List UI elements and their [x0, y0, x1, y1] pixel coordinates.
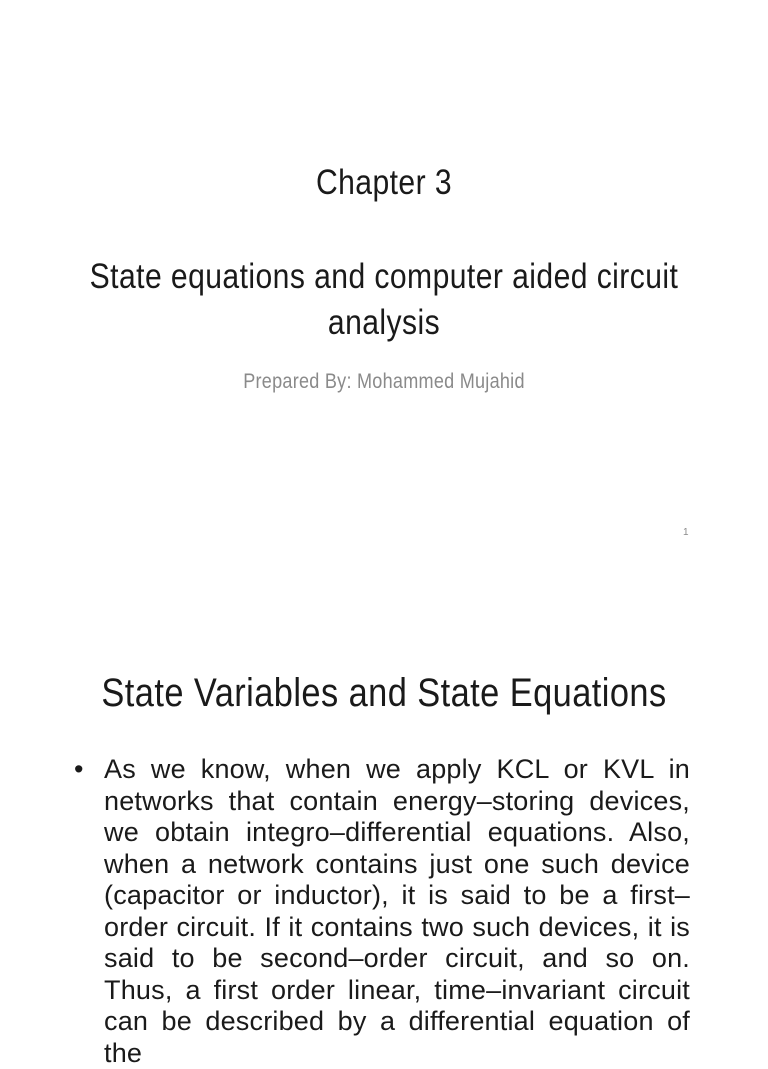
section-heading: State Variables and State Equations: [101, 671, 667, 715]
author-credit: Prepared By: Mohammed Mujahid: [243, 370, 525, 393]
chapter-subtitle: State equations and computer aided circuit analysis: [89, 257, 679, 342]
bullet-paragraph: As we know, when we apply KCL or KVL in networks that contain energy–storing devices, we obtain integro–differential equations. Also, when a network contains just one such device (capacitor or inductor), it is said to be a first–order circuit. If it contains two such devices, it is said to be second–order circuit, and so on. Thus, a first order linear, time–invariant circuit can be described by a differential equation of the: [104, 754, 690, 1068]
chapter-title: Chapter 3: [315, 163, 453, 202]
slide-number: 1: [683, 527, 689, 538]
bullet-marker: •: [74, 754, 84, 784]
content-slide: [0, 576, 768, 1068]
